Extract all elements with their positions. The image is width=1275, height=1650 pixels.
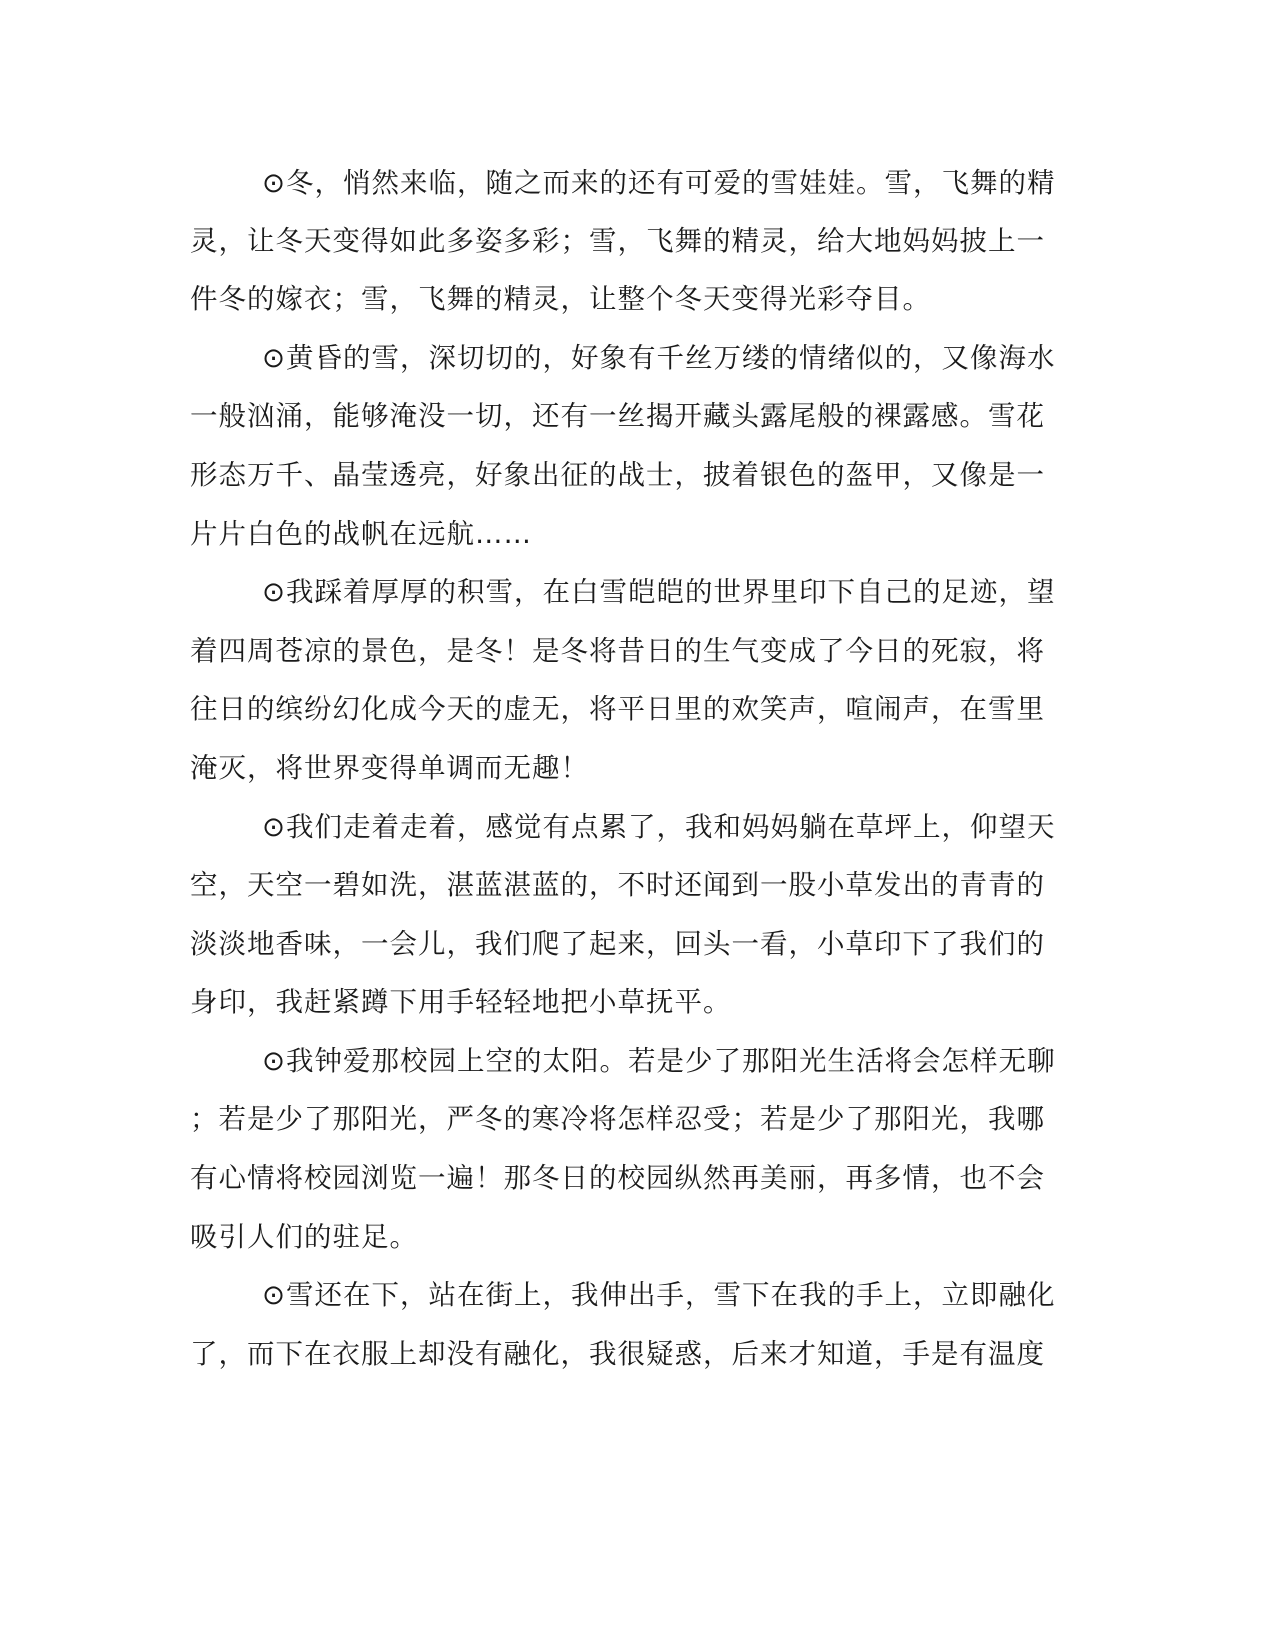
paragraph-3-line-4: 淹灭，将世界变得单调而无趣！: [190, 752, 589, 784]
paragraph-4-line-1: ⊙我们走着走着，感觉有点累了，我和妈妈躺在草坪上，仰望天: [262, 811, 1056, 843]
paragraph-1-line-2: 灵，让冬天变得如此多姿多彩；雪，飞舞的精灵，给大地妈妈披上一: [190, 225, 1045, 257]
paragraph-5-line-3: 有心情将校园浏览一遍！那冬日的校园纵然再美丽，再多情，也不会: [190, 1162, 1045, 1194]
paragraph-5-line-4: 吸引人们的驻足。: [190, 1221, 418, 1253]
paragraph-4-line-4: 身印，我赶紧蹲下用手轻轻地把小草抚平。: [190, 986, 732, 1018]
paragraph-5-line-1: ⊙我钟爱那校园上空的太阳。若是少了那阳光生活将会怎样无聊: [262, 1045, 1056, 1077]
paragraph-2-line-2: 一般汹涌，能够淹没一切，还有一丝揭开藏头露尾般的裸露感。雪花: [190, 400, 1045, 432]
paragraph-2-line-4: 片片白色的战帆在远航……: [190, 518, 532, 550]
paragraph-3-line-1: ⊙我踩着厚厚的积雪，在白雪皑皑的世界里印下自己的足迹，望: [262, 576, 1056, 608]
paragraph-3-line-2: 着四周苍凉的景色，是冬！是冬将昔日的生气变成了今日的死寂，将: [190, 635, 1045, 667]
paragraph-4-line-3: 淡淡地香味，一会儿，我们爬了起来，回头一看，小草印下了我们的: [190, 928, 1045, 960]
paragraph-4-line-2: 空，天空一碧如洗，湛蓝湛蓝的，不时还闻到一股小草发出的青青的: [190, 869, 1045, 901]
paragraph-5-line-2: ；若是少了那阳光，严冬的寒冷将怎样忍受；若是少了那阳光，我哪: [190, 1103, 1045, 1135]
paragraph-2-line-3: 形态万千、晶莹透亮，好象出征的战士，披着银色的盔甲，又像是一: [190, 459, 1045, 491]
paragraph-6-line-1: ⊙雪还在下，站在街上，我伸出手，雪下在我的手上，立即融化: [262, 1279, 1056, 1311]
paragraph-6-line-2: 了，而下在衣服上却没有融化，我很疑惑，后来才知道，手是有温度: [190, 1338, 1045, 1370]
paragraph-2-line-1: ⊙黄昏的雪，深切切的，好象有千丝万缕的情绪似的，又像海水: [262, 342, 1056, 374]
paragraph-3-line-3: 往日的缤纷幻化成今天的虚无，将平日里的欢笑声，喧闹声，在雪里: [190, 693, 1045, 725]
paragraph-1-line-3: 件冬的嫁衣；雪，飞舞的精灵，让整个冬天变得光彩夺目。: [190, 283, 931, 315]
paragraph-1-line-1: ⊙冬，悄然来临，随之而来的还有可爱的雪娃娃。雪，飞舞的精: [262, 167, 1056, 199]
